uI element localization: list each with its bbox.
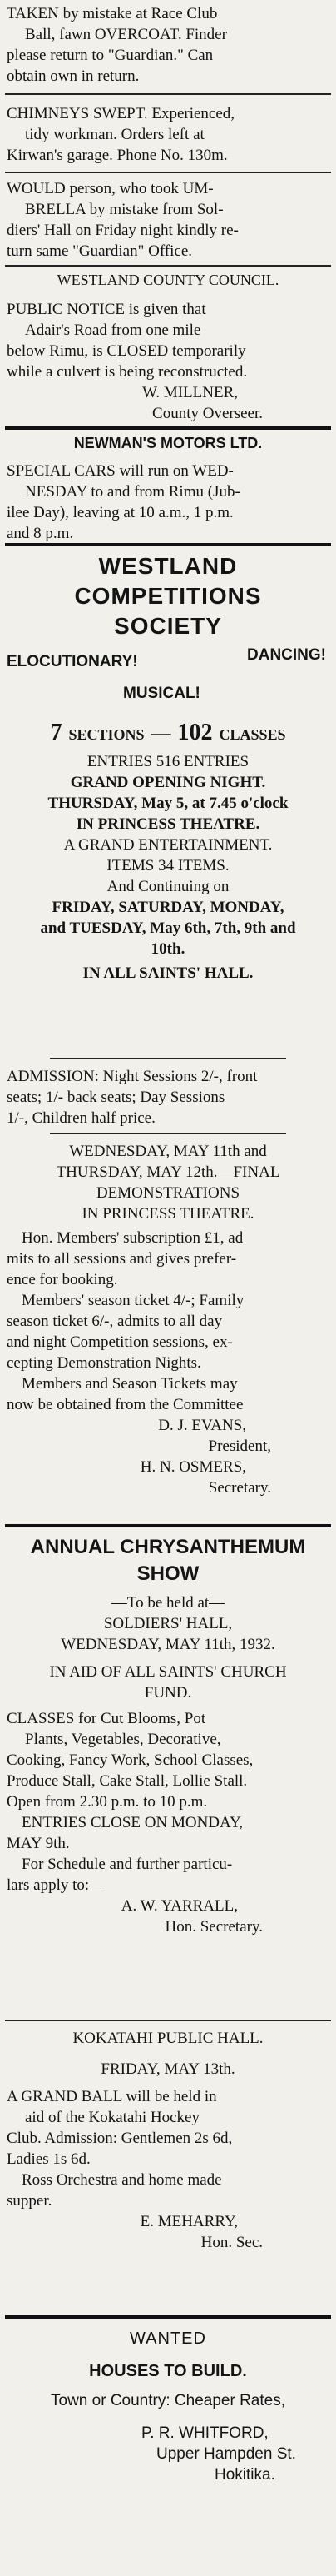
divider	[5, 172, 331, 173]
hall-line: IN ALL SAINTS' HALL.	[82, 964, 254, 982]
held-at-line: —To be held at—	[111, 1594, 225, 1612]
wanted-heading: WANTED	[130, 2329, 206, 2348]
sections-label: SECTIONS	[68, 726, 145, 743]
days-line-1: FRIDAY, SATURDAY, MONDAY,	[52, 899, 284, 916]
admission-line-2: seats; 1/- back seats; Day Sessions	[7, 1089, 225, 1106]
secretary-title: Secretary.	[208, 1479, 271, 1497]
umbrella-line-2: BRELLA by mistake from Sol-	[25, 201, 224, 218]
classes-line-5: Open from 2.30 p.m. to 10 p.m.	[7, 1793, 208, 1811]
council-signature-name: W. MILLNER,	[142, 384, 238, 401]
classes-number: 102	[177, 720, 213, 745]
overcoat-line-3: please return to "Guardian." Can	[7, 47, 214, 64]
admission-line-3: 1/-, Children half price.	[7, 1109, 156, 1127]
season-line-1: Members' season ticket 4/-; Family	[22, 1292, 245, 1309]
overcoat-line-2: Ball, fawn OVERCOAT. Finder	[25, 26, 227, 43]
final-line-1: WEDNESDAY, MAY 11th and	[69, 1143, 267, 1160]
council-ad	[7, 270, 329, 424]
divider	[5, 2020, 331, 2021]
council-line-3: below Rimu, is CLOSED temporarily	[7, 342, 246, 360]
grand-entertainment-line: A GRAND ENTERTAINMENT.	[63, 836, 273, 854]
classes-line-4: Produce Stall, Cake Stall, Lollie Stall.	[7, 1772, 248, 1790]
kokatahi-line-1: A GRAND BALL will be held in	[7, 2088, 217, 2105]
president-title: President,	[208, 1437, 271, 1455]
may9-line: MAY 9th.	[7, 1835, 70, 1852]
council-signature-title: County Overseer.	[152, 405, 263, 422]
council-line-2: Adair's Road from one mile	[25, 321, 201, 339]
days-line-3: 10th.	[151, 940, 185, 958]
tickets-line-2: now be obtained from the Committee	[7, 1396, 244, 1413]
wanted-subheading: HOUSES TO BUILD.	[89, 2362, 247, 2380]
chimneys-ad	[7, 103, 329, 166]
newmans-heading: NEWMAN'S MOTORS LTD.	[73, 435, 263, 451]
chrysanthemum-title-1: ANNUAL CHRYSANTHEMUM	[30, 1536, 306, 1558]
divider	[5, 265, 331, 267]
wanted-address-2: Hokitika.	[215, 2466, 275, 2484]
season-line-4: cepting Demonstration Nights.	[7, 1354, 201, 1372]
kokatahi-sig-title: Hon. Sec.	[200, 2234, 263, 2251]
newmans-ad	[7, 433, 329, 544]
entries-line: ENTRIES 516 ENTRIES	[86, 753, 250, 770]
secretary-name: H. N. OSMERS,	[140, 1458, 246, 1476]
council-heading: WESTLAND COUNTY COUNCIL.	[57, 272, 279, 288]
council-line-1: PUBLIC NOTICE is given that	[7, 301, 206, 318]
continuing-line: And Continuing on	[106, 878, 230, 895]
wanted-name: P. R. WHITFORD,	[141, 2424, 269, 2442]
divider	[5, 426, 331, 430]
divider	[5, 93, 331, 95]
overcoat-line-4: obtain own in return.	[7, 67, 140, 85]
council-line-4: while a culvert is being reconstructed.	[7, 363, 248, 381]
newmans-line-4: and 8 p.m.	[7, 525, 74, 542]
divider	[50, 1058, 286, 1059]
thursday-line: THURSDAY, May 5, at 7.45 o'clock	[47, 795, 289, 812]
chrysanthemum-sec-title: Hon. Secretary.	[165, 1918, 263, 1936]
competitions-ad	[7, 551, 329, 984]
president-name: D. J. EVANS,	[158, 1417, 246, 1434]
divider	[50, 1133, 286, 1134]
kokatahi-date: FRIDAY, MAY 13th.	[101, 2060, 235, 2078]
dash: —	[151, 723, 171, 745]
newmans-line-1: SPECIAL CARS will run on WED-	[7, 462, 234, 480]
overcoat-line-1: TAKEN by mistake at Race Club	[7, 5, 218, 22]
chrysanthemum-ad	[7, 1534, 329, 1937]
schedule-line-1: For Schedule and further particu-	[22, 1856, 233, 1873]
aid-line-2: FUND.	[144, 1684, 192, 1702]
members-line-2: mits to all sessions and gives prefer-	[7, 1250, 237, 1268]
chimneys-line-2: tidy workman. Orders left at	[25, 126, 205, 143]
grand-opening-line: GRAND OPENING NIGHT.	[70, 774, 266, 791]
members-line-3: ence for booking.	[7, 1271, 118, 1288]
admission-block	[7, 1066, 329, 1129]
classes-line-3: Cooking, Fancy Work, School Classes,	[7, 1751, 254, 1769]
sections-classes-line	[7, 720, 329, 746]
entries-close-line: ENTRIES CLOSE ON MONDAY,	[22, 1814, 244, 1831]
kokatahi-ad	[7, 2028, 329, 2253]
divider	[5, 1524, 331, 1527]
wanted-line: Town or Country: Cheaper Rates,	[51, 2392, 285, 2409]
sections-number: 7	[50, 720, 62, 745]
members-line-1: Hon. Members' subscription £1, ad	[22, 1229, 244, 1247]
umbrella-line-4: turn same "Guardian" Office.	[7, 242, 193, 260]
wanted-address-1: Upper Hampden St.	[156, 2445, 296, 2463]
season-line-2: season ticket 6/-, admits to all day	[7, 1313, 223, 1330]
kokatahi-line-5: Ross Orchestra and home made	[22, 2171, 222, 2189]
days-line-2: and TUESDAY, May 6th, 7th, 9th and	[40, 919, 296, 937]
kokatahi-heading: KOKATAHI PUBLIC HALL.	[72, 2030, 264, 2047]
kokatahi-line-3: Club. Admission: Gentlemen 2s 6d,	[7, 2130, 233, 2147]
kokatahi-line-6: supper.	[7, 2192, 52, 2210]
umbrella-line-3: diers' Hall on Friday night kindly re-	[7, 222, 239, 239]
wanted-ad	[7, 2329, 329, 2485]
divider	[5, 2315, 331, 2319]
classes-line-2: Plants, Vegetables, Decorative,	[25, 1731, 221, 1748]
final-line-2: THURSDAY, MAY 12th.—FINAL	[56, 1163, 280, 1181]
season-line-3: and night Competition sessions, ex-	[7, 1333, 233, 1351]
final-block	[7, 1141, 329, 1498]
show-date: WEDNESDAY, MAY 11th, 1932.	[61, 1636, 275, 1653]
kokatahi-sig-name: E. MEHARRY,	[140, 2213, 238, 2230]
chimneys-line-3: Kirwan's garage. Phone No. 130m.	[7, 147, 228, 164]
umbrella-ad	[7, 178, 329, 262]
hall-name: SOLDIERS' HALL,	[103, 1615, 233, 1632]
kokatahi-line-4: Ladies 1s 6d.	[7, 2150, 91, 2168]
classes-line-1: CLASSES for Cut Blooms, Pot	[7, 1710, 206, 1727]
competitions-title-2: SOCIETY	[114, 613, 222, 639]
items-line: ITEMS 34 ITEMS.	[106, 857, 230, 874]
classes-label: CLASSES	[219, 726, 286, 743]
kokatahi-line-2: aid of the Kokatahi Hockey	[25, 2109, 200, 2126]
chrysanthemum-sec-name: A. W. YARRALL,	[121, 1897, 238, 1915]
admission-line-1: ADMISSION: Night Sessions 2/-, front	[7, 1068, 258, 1085]
schedule-line-2: lars apply to:—	[7, 1876, 106, 1894]
competitions-categories	[7, 646, 329, 720]
overcoat-ad	[7, 3, 329, 87]
newmans-line-3: ilee Day), leaving at 10 a.m., 1 p.m.	[7, 504, 234, 521]
final-line-3: DEMONSTRATIONS	[96, 1184, 240, 1202]
musical-label: MUSICAL!	[123, 685, 200, 702]
newmans-line-2: NESDAY to and from Rimu (Jub-	[25, 483, 240, 501]
chimneys-line-1: CHIMNEYS SWEPT. Experienced,	[7, 105, 235, 122]
chrysanthemum-title-2: SHOW	[136, 1562, 200, 1585]
competitions-title-1: WESTLAND COMPETITIONS	[74, 553, 262, 609]
tickets-line-1: Members and Season Tickets may	[22, 1375, 238, 1393]
princess-line: IN PRINCESS THEATRE.	[76, 815, 260, 833]
umbrella-line-1: WOULD person, who took UM-	[7, 180, 214, 197]
aid-line-1: IN AID OF ALL SAINTS' CHURCH	[49, 1663, 287, 1681]
final-line-4: IN PRINCESS THEATRE.	[82, 1205, 254, 1223]
divider	[5, 543, 331, 546]
dancing-label: DANCING!	[247, 646, 326, 664]
elocutionary-label: ELOCUTIONARY!	[7, 653, 138, 670]
